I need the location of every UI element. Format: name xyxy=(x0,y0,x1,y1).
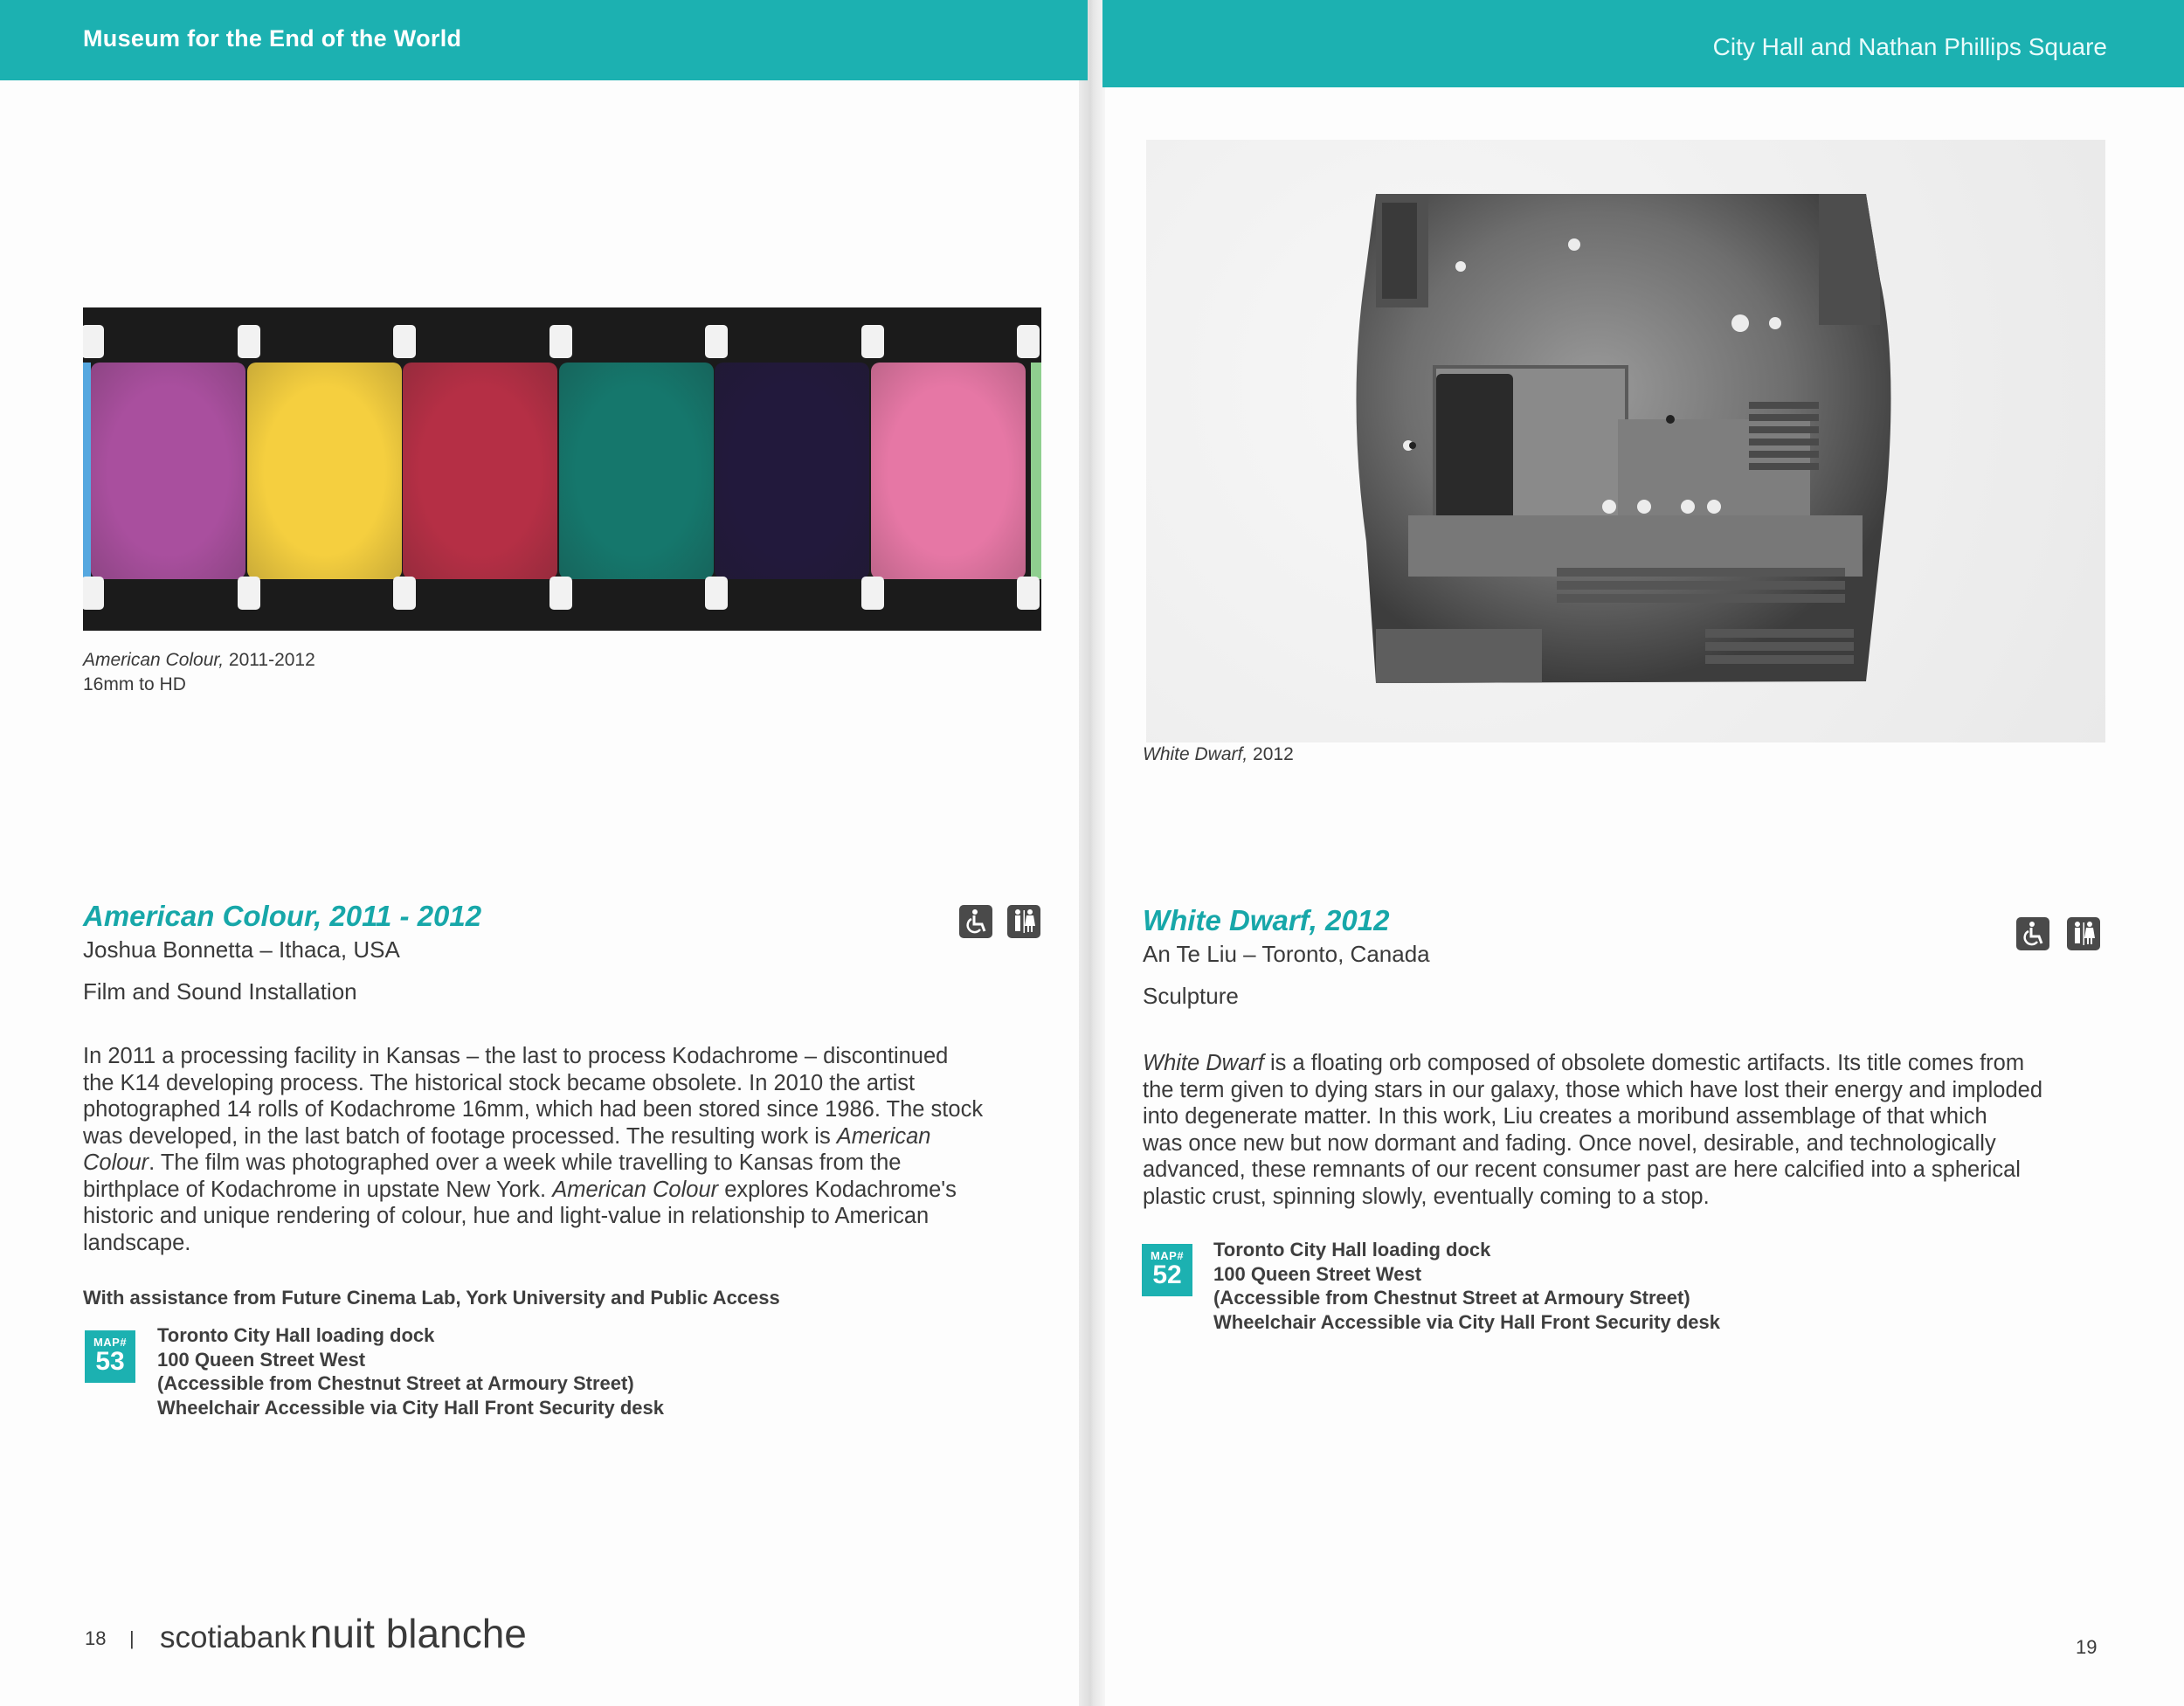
film-frame xyxy=(91,363,245,579)
right-map-badge xyxy=(1142,1244,1192,1296)
right-location-line: 100 Queen Street West xyxy=(1213,1262,1422,1285)
right-entry-description xyxy=(1143,1050,2139,1210)
right-header-section: City Hall and Nathan Phillips Square xyxy=(1712,33,2107,60)
film-strip-image xyxy=(83,307,1041,631)
book-gutter xyxy=(1079,0,1105,1706)
film-sprocket-hole xyxy=(83,325,104,358)
left-location-line: Wheelchair Accessible via City Hall Front Security desk xyxy=(157,1396,664,1419)
left-map-badge xyxy=(85,1330,135,1383)
right-image-caption xyxy=(1143,742,1294,767)
body-line: In 2011 a processing facility in Kansas – the last to process Kodachrome – discontinued xyxy=(83,1044,949,1068)
body-line: the term given to dying stars in our galaxy, those which have lost their energy and imploded xyxy=(1143,1077,2043,1102)
body-line: plastic crust, spinning slowly, eventually coming to a stop. xyxy=(1143,1184,1710,1209)
right-header-band xyxy=(1102,0,2184,87)
body-line: birthplace of Kodachrome in upstate New York. American Colour explores Kodachrome's xyxy=(83,1177,957,1202)
wheelchair-icon xyxy=(959,905,992,938)
film-sprocket-hole xyxy=(861,325,884,358)
brand-small: scotiabank xyxy=(160,1620,307,1654)
body-line: into degenerate matter. In this work, Liu creates a moribund assemblage of that which xyxy=(1143,1104,1987,1129)
left-entry-medium: Film and Sound Installation xyxy=(83,978,357,1005)
film-sprocket-hole xyxy=(393,325,416,358)
body-line: photographed 14 rolls of Kodachrome 16mm, which had been stored since 1986. The stock xyxy=(83,1097,984,1122)
film-frame xyxy=(871,363,1026,579)
restroom-icon xyxy=(2067,917,2100,950)
right-location-line: Wheelchair Accessible via City Hall Front Security desk xyxy=(1213,1310,1720,1333)
film-sprocket-hole xyxy=(1017,325,1040,358)
right-entry-medium: Sculpture xyxy=(1143,983,1239,1009)
left-location-line: Toronto City Hall loading dock xyxy=(157,1324,435,1346)
left-location xyxy=(157,1323,664,1419)
film-sprocket-hole xyxy=(393,577,416,610)
left-entry-title: American Colour, 2011 - 2012 xyxy=(83,900,482,932)
left-entry-artist: Joshua Bonnetta – Ithaca, USA xyxy=(83,936,400,963)
left-page-number: 18 xyxy=(85,1627,107,1649)
body-line: advanced, these remnants of our recent consumer past are here calcified into a spherical xyxy=(1143,1157,2021,1182)
film-frame xyxy=(559,363,714,579)
body-line: was developed, in the last batch of footage processed. The resulting work is American xyxy=(83,1123,931,1149)
right-map-label: MAP# xyxy=(1150,1249,1185,1262)
left-page xyxy=(0,0,1088,1706)
right-caption-year: 2012 xyxy=(1253,744,1294,764)
film-sprocket-hole xyxy=(861,577,884,610)
left-map-number: 53 xyxy=(95,1347,125,1376)
body-line: historic and unique rendering of colour, hue and light-value in relationship to American xyxy=(83,1204,930,1228)
body-line: landscape. xyxy=(83,1230,191,1255)
film-sprocket-hole xyxy=(705,577,728,610)
right-map-number: 52 xyxy=(1152,1261,1182,1289)
brand-logo xyxy=(160,1610,527,1657)
right-caption-title: White Dwarf, xyxy=(1143,744,1248,764)
body-line: White Dwarf is a floating orb composed of obsolete domestic artifacts. Its title comes from xyxy=(1143,1051,2025,1075)
restroom-icon xyxy=(1007,905,1040,938)
left-header-title: Museum for the End of the World xyxy=(83,25,462,52)
left-entry-assistance: With assistance from Future Cinema Lab, York University and Public Access xyxy=(83,1287,780,1309)
film-frame xyxy=(403,363,557,579)
film-frame xyxy=(247,363,402,579)
film-sprocket-hole xyxy=(83,577,104,610)
left-caption-medium: 16mm to HD xyxy=(83,673,186,694)
right-entry-title: White Dwarf, 2012 xyxy=(1143,904,1390,936)
left-map-label: MAP# xyxy=(93,1336,128,1349)
right-page-number: 19 xyxy=(2076,1636,2098,1658)
white-dwarf-image xyxy=(1146,140,2105,742)
body-line: was once new but now dormant and fading. Once novel, desirable, and technologically xyxy=(1143,1130,1996,1156)
left-caption-year: 2011-2012 xyxy=(228,650,315,670)
right-location xyxy=(1213,1238,1720,1334)
white-dwarf-sculpture xyxy=(1146,140,2105,742)
left-caption-title: American Colour, xyxy=(83,650,225,670)
left-header-band xyxy=(0,0,1088,80)
film-frame-edge xyxy=(83,363,91,579)
footer-separator: | xyxy=(129,1627,135,1649)
right-location-line: (Accessible from Chestnut Street at Armoury Street) xyxy=(1213,1287,1690,1309)
body-line: Colour. The film was photographed over a week while travelling to Kansas from the xyxy=(83,1150,902,1175)
film-sprocket-hole xyxy=(549,325,572,358)
film-frame-edge xyxy=(1031,363,1041,579)
body-line: the K14 developing process. The historical stock became obsolete. In 2010 the artist xyxy=(83,1070,916,1095)
film-frame xyxy=(715,363,869,579)
film-sprocket-hole xyxy=(705,325,728,358)
film-sprocket-hole xyxy=(238,577,260,610)
wheelchair-icon xyxy=(2016,917,2049,950)
right-entry-artist: An Te Liu – Toronto, Canada xyxy=(1143,941,1430,967)
left-entry-description xyxy=(83,1043,1061,1256)
film-sprocket-hole xyxy=(1017,577,1040,610)
left-location-line: 100 Queen Street West xyxy=(157,1348,366,1371)
film-sprocket-hole xyxy=(549,577,572,610)
right-location-line: Toronto City Hall loading dock xyxy=(1213,1239,1491,1261)
left-image-caption xyxy=(83,648,315,696)
film-sprocket-hole xyxy=(238,325,260,358)
left-location-line: (Accessible from Chestnut Street at Armoury Street) xyxy=(157,1372,634,1394)
brand-large: nuit blanche xyxy=(309,1611,527,1656)
